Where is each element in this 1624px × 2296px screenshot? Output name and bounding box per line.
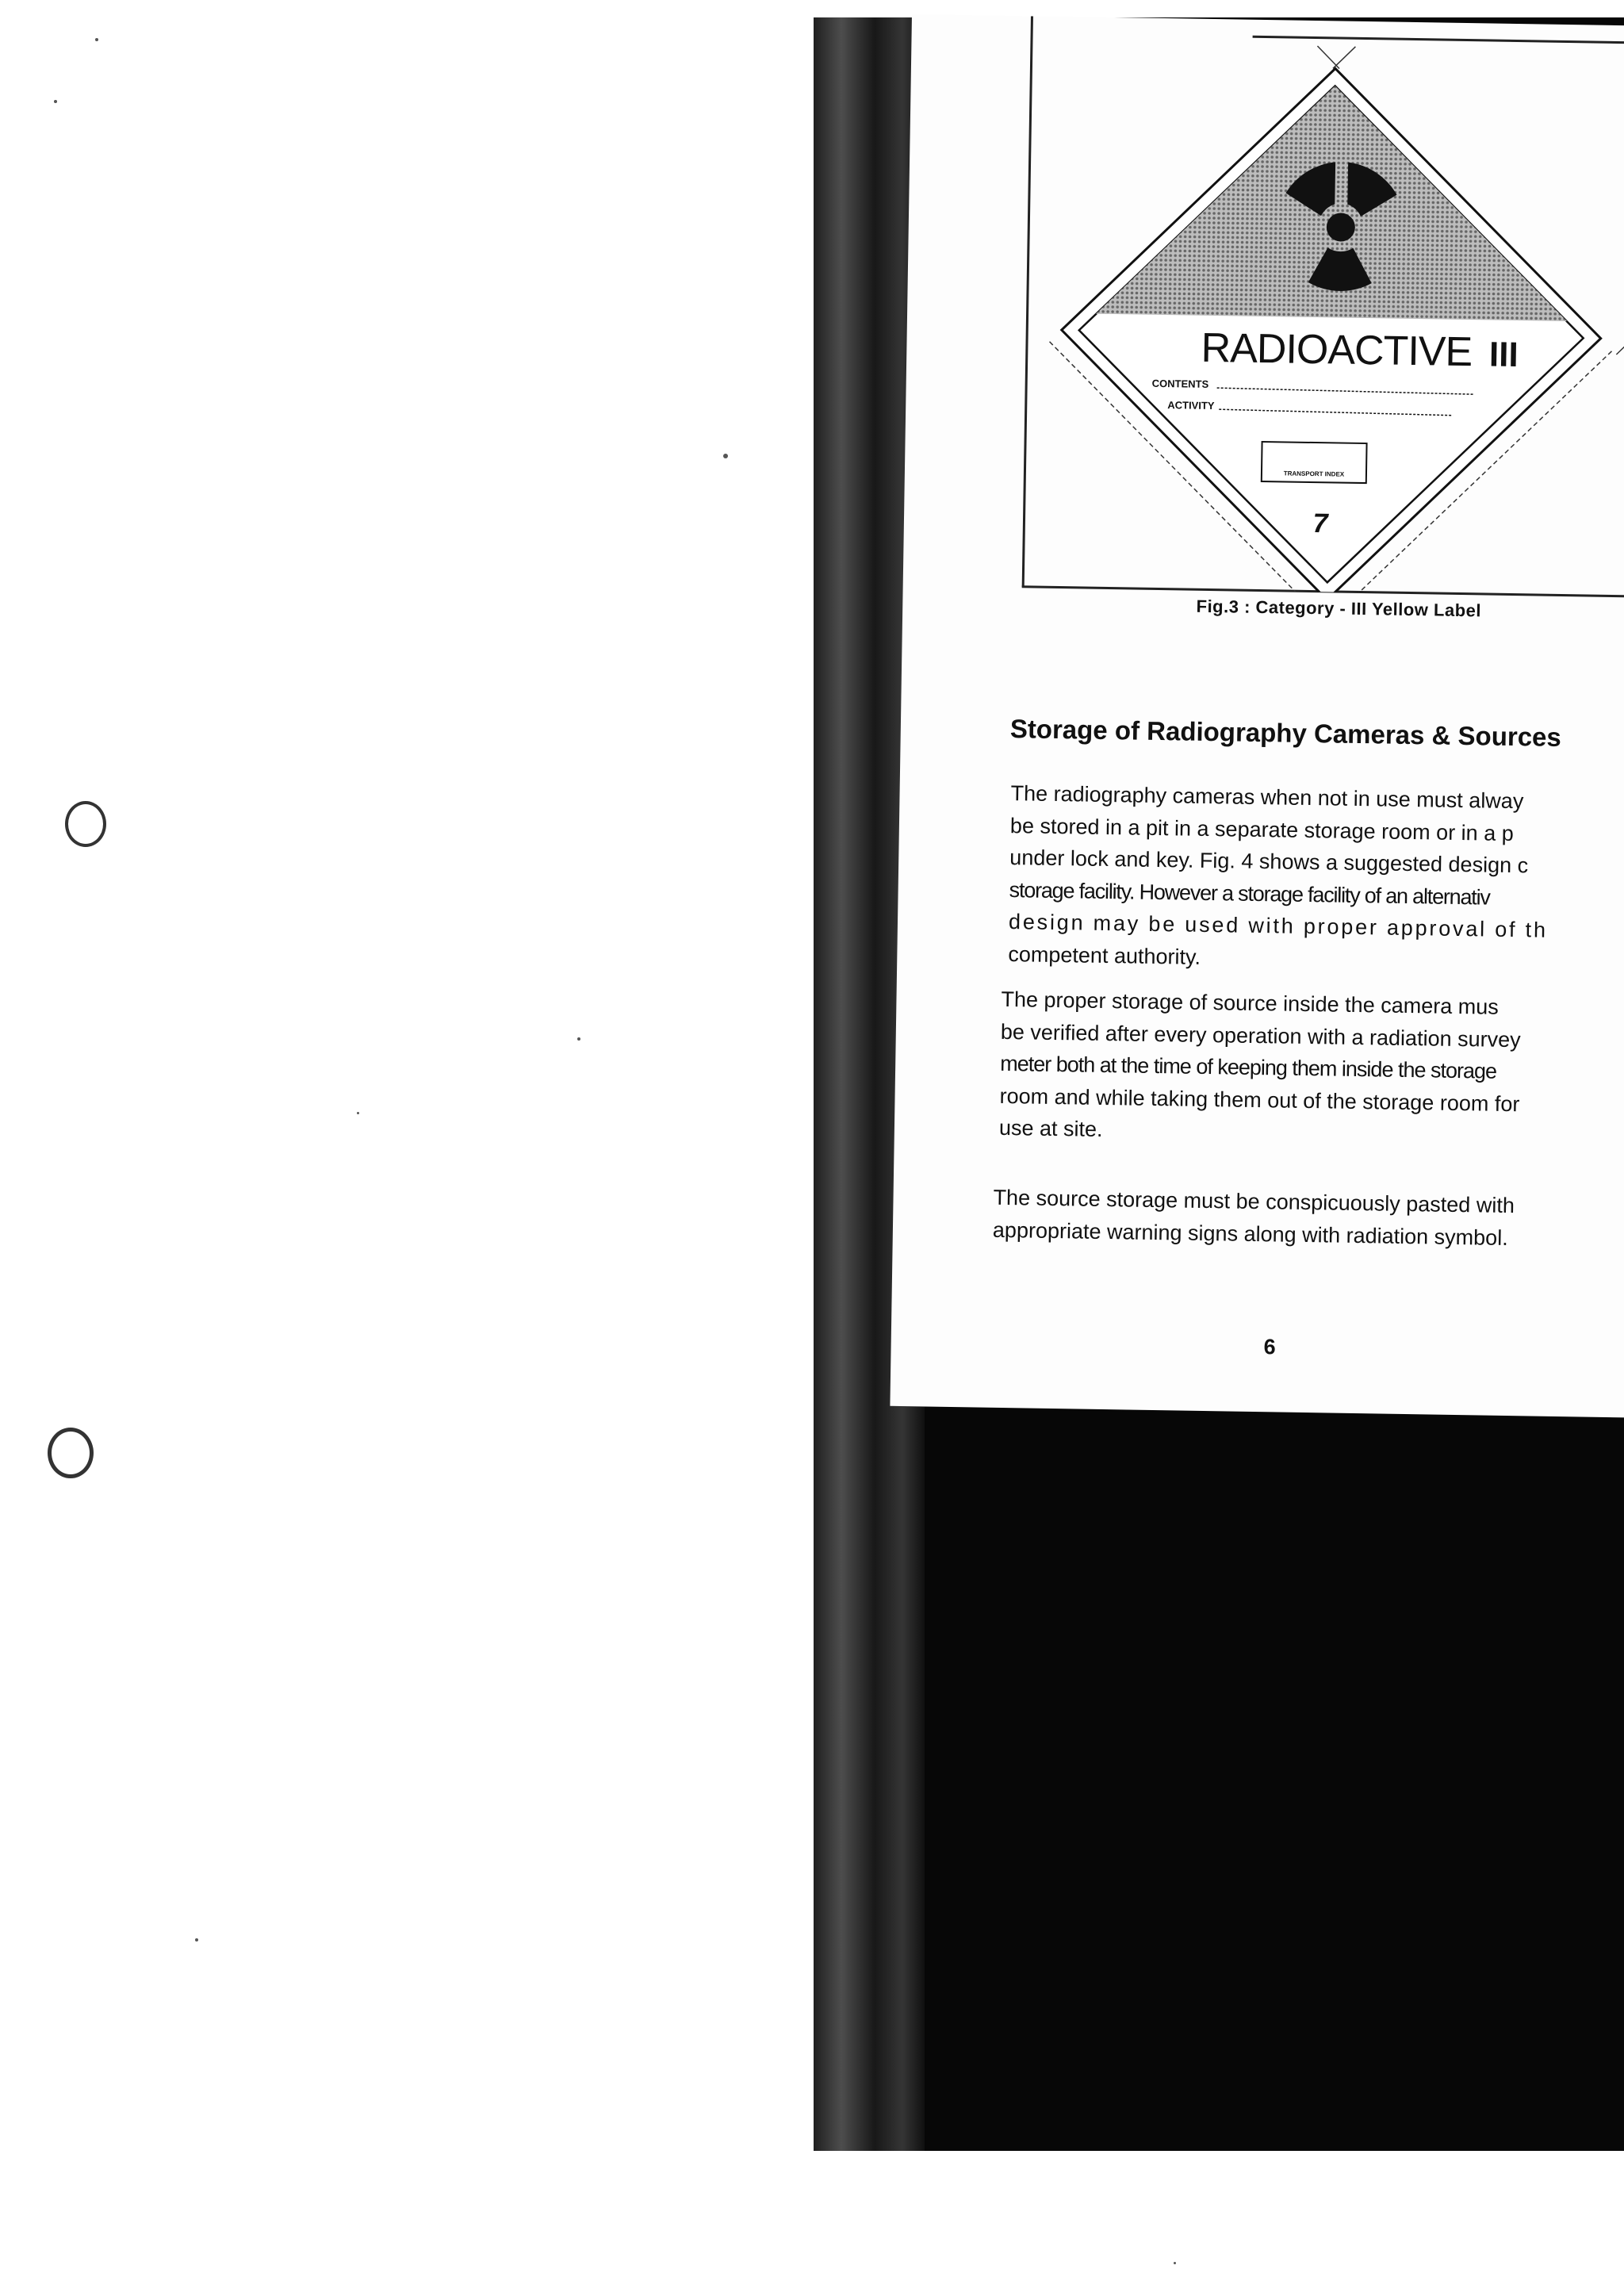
paragraph-line: be stored in a pit in a separate storage room or in a p [1009, 813, 1514, 845]
paragraph-line: competent authority. [1008, 941, 1201, 969]
paragraph-line: appropriate warning signs along with radiation symbol. [992, 1217, 1508, 1250]
paragraph-line: design may be used with proper approval of th [1008, 910, 1549, 942]
scan-speck [95, 38, 98, 41]
transport-index-text: TRANSPORT INDEX [1283, 470, 1345, 478]
paragraph-line: The proper storage of source inside the camera mus [1001, 987, 1499, 1019]
section-heading: Storage of Radiography Cameras & Sources [1009, 714, 1562, 752]
paragraph-line: use at site. [998, 1115, 1103, 1141]
paragraph-1 [1008, 777, 1624, 982]
label-contents-text: CONTENTS [1151, 377, 1209, 390]
paragraph-2 [999, 983, 1624, 1156]
scan-speck [357, 1112, 359, 1114]
paragraph-line: The source storage must be conspicuously pasted with [993, 1185, 1515, 1218]
scan-speck [577, 1037, 580, 1041]
paragraph-line: The radiography cameras when not in use must alway [1010, 781, 1524, 814]
label-activity-text: ACTIVITY [1167, 399, 1215, 412]
book-page [890, 14, 1624, 1418]
paragraph-3 [993, 1182, 1624, 1258]
paragraph-line: room and while taking them out of the storage room for [999, 1083, 1520, 1116]
scan-speck [723, 454, 728, 458]
scan-speck [54, 100, 57, 103]
label-category-text: III [1488, 335, 1519, 375]
radioactive-label-figure [1030, 33, 1624, 597]
scan-speck [195, 1938, 198, 1941]
label-title-text: RADIOACTIVE [1201, 324, 1473, 376]
paragraph-line: storage facility. However a storage facility of an alternativ [1009, 877, 1490, 910]
paragraph-line: be verified after every operation with a radiation survey [1000, 1019, 1521, 1052]
punch-hole-lower [48, 1428, 94, 1478]
scan-speck [1174, 2262, 1176, 2264]
paragraph-line: meter both at the time of keeping them inside the storage [999, 1051, 1497, 1083]
figure-caption: Fig.3 : Category - III Yellow Label [1196, 596, 1482, 621]
page-number: 6 [1263, 1335, 1276, 1359]
punch-hole-upper [65, 801, 106, 847]
paragraph-line: under lock and key. Fig. 4 shows a suggested design c [1009, 845, 1529, 878]
label-class-number: 7 [1312, 508, 1328, 539]
